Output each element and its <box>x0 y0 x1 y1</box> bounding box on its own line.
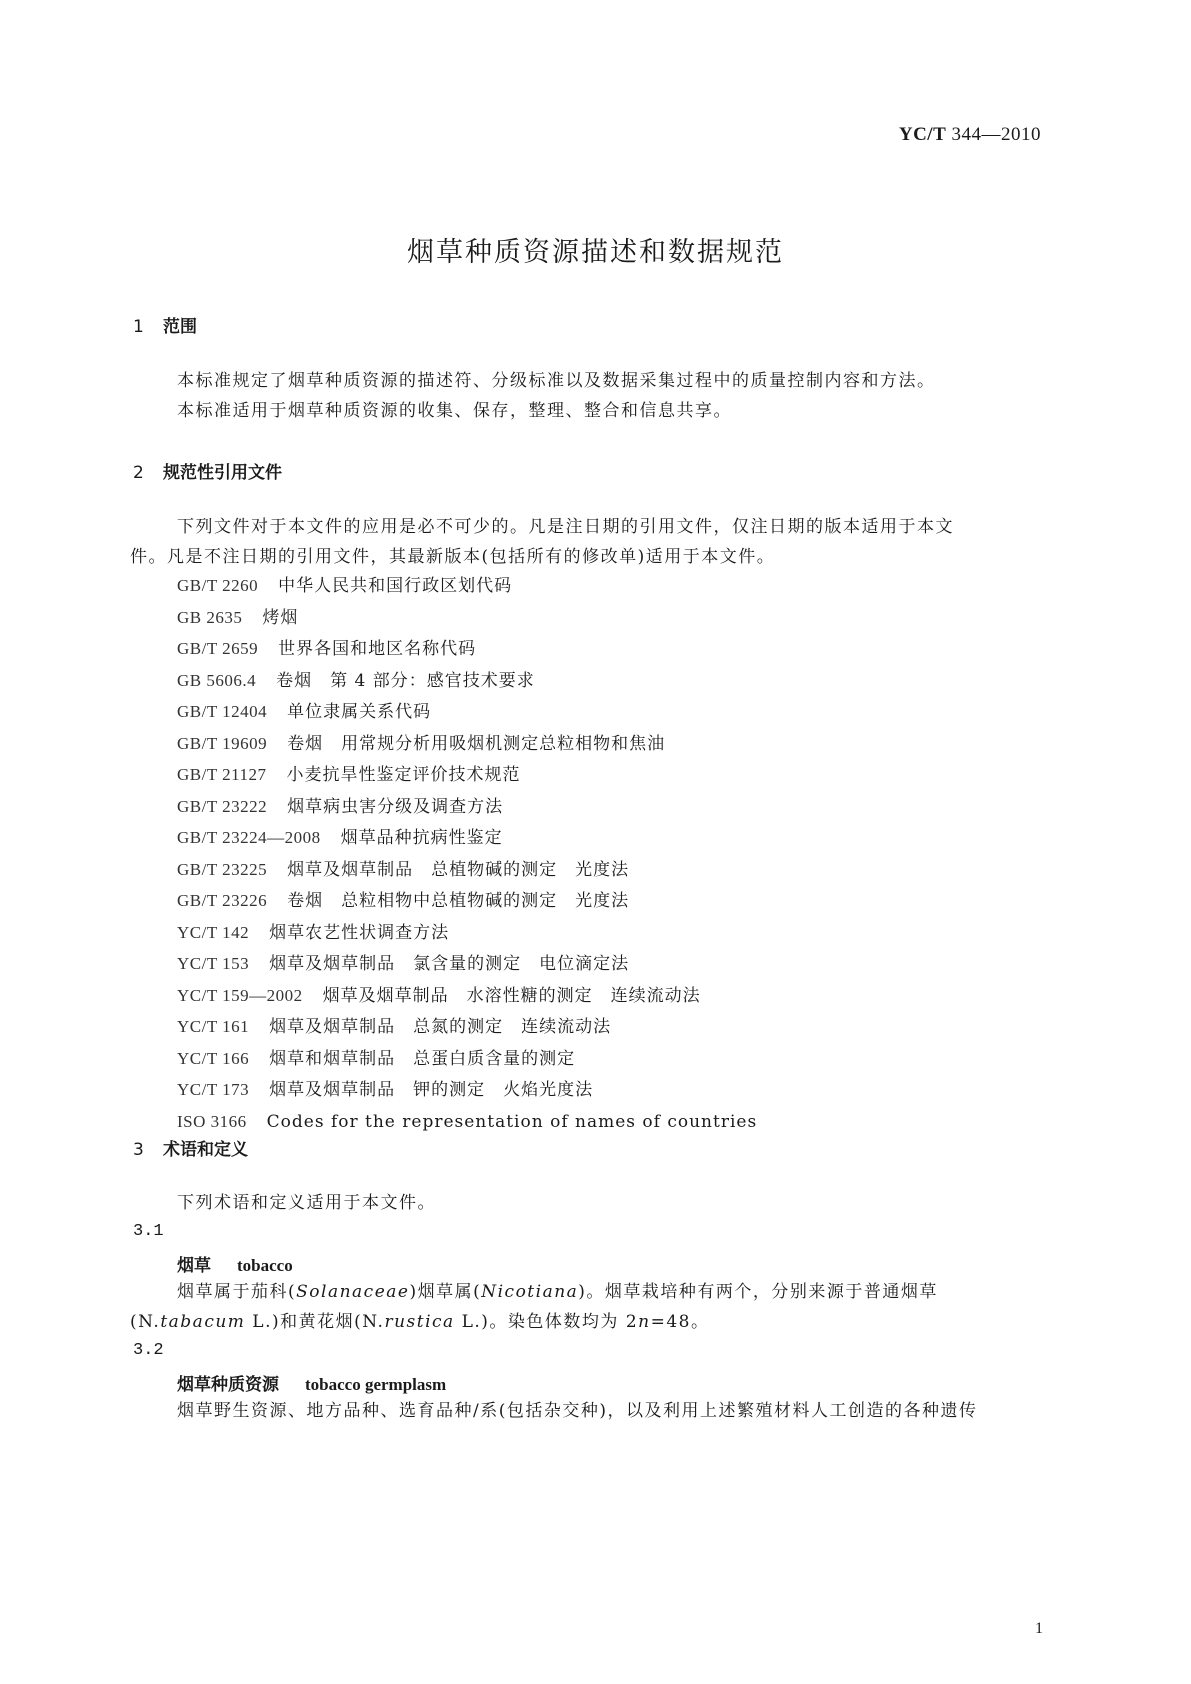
reference-code: GB/T 19609 <box>177 733 268 753</box>
reference-code: ISO 3166 <box>177 1111 247 1131</box>
reference-code: YC/T 153 <box>177 954 250 973</box>
scope-paragraph-2: 本标准适用于烟草种质资源的收集、保存，整理、整合和信息共享。 <box>177 401 732 421</box>
reference-title: 卷烟 第 4 部分：感官技术要求 <box>276 670 535 691</box>
section-title: 范围 <box>163 317 197 337</box>
reference-item <box>177 570 757 602</box>
definition-italic: tabacum <box>160 1312 246 1332</box>
reference-code: YC/T 166 <box>177 1048 250 1068</box>
reference-title: 卷烟 用常规分析用吸烟机测定总粒相物和焦油 <box>287 733 666 754</box>
references-intro-line-2: 件。凡是不注日期的引用文件，其最新版本(包括所有的修改单)适用于本文件。 <box>130 547 776 567</box>
reference-code: GB/T 2260 <box>177 576 259 595</box>
definition-text: (N. <box>130 1312 161 1332</box>
reference-item <box>177 633 757 665</box>
standard-code <box>899 124 1041 146</box>
standard-number: 344—2010 <box>951 124 1041 145</box>
definition-italic: Nicotiana <box>481 1282 579 1302</box>
reference-title: 烟草病虫害分级及调查方法 <box>287 796 504 817</box>
definition-italic: rustica <box>384 1312 455 1332</box>
page-number: 1 <box>1035 1620 1043 1637</box>
section-number: 2 <box>133 463 144 483</box>
reference-code: GB/T 12404 <box>177 702 268 721</box>
reference-code: YC/T 159—2002 <box>177 985 303 1005</box>
reference-code: YC/T 142 <box>177 922 250 942</box>
reference-code: GB/T 23225 <box>177 859 268 879</box>
reference-code: GB 2635 <box>177 607 243 627</box>
term-definition-line-1 <box>177 1277 938 1307</box>
reference-item <box>177 854 757 886</box>
reference-title: 小麦抗旱性鉴定评价技术规范 <box>286 765 521 785</box>
term-number: 3.1 <box>133 1222 164 1241</box>
definition-italic: Solanaceae <box>296 1282 410 1302</box>
standard-prefix: YC/T <box>898 124 947 145</box>
section-2-heading <box>133 458 282 483</box>
term-zh: 烟草 <box>177 1256 211 1276</box>
reference-item <box>177 696 757 728</box>
reference-title: 烟草和烟草制品 总蛋白质含量的测定 <box>269 1048 576 1069</box>
scope-paragraph-1: 本标准规定了烟草种质资源的描述符、分级标准以及数据采集过程中的质量控制内容和方法。 <box>177 371 936 391</box>
definition-text: =48。 <box>650 1312 710 1332</box>
reference-title: 单位隶属关系代码 <box>287 702 432 722</box>
reference-item <box>177 917 757 949</box>
reference-title: Codes for the representation of names of countries <box>266 1111 758 1132</box>
reference-item <box>177 885 757 917</box>
reference-item <box>177 602 757 634</box>
references-intro-line-1: 下列文件对于本文件的应用是必不可少的。凡是注日期的引用文件，仅注日期的版本适用于本文 <box>177 517 954 537</box>
reference-title: 烤烟 <box>262 607 299 628</box>
reference-item <box>177 791 757 823</box>
reference-title: 烟草及烟草制品 总植物碱的测定 光度法 <box>287 859 630 880</box>
definition-italic: n <box>638 1312 651 1332</box>
reference-code: GB/T 23222 <box>177 796 268 816</box>
reference-title: 烟草农艺性状调查方法 <box>269 922 450 943</box>
document-title: 烟草种质资源描述和数据规范 <box>407 237 784 268</box>
reference-code: YC/T 161 <box>177 1017 250 1036</box>
reference-title: 中华人民共和国行政区划代码 <box>278 576 513 596</box>
reference-title: 烟草及烟草制品 钾的测定 火焰光度法 <box>269 1080 594 1100</box>
reference-item <box>177 665 757 697</box>
section-3-heading <box>133 1135 248 1160</box>
reference-item <box>177 1043 757 1075</box>
reference-title: 世界各国和地区名称代码 <box>278 639 477 659</box>
normative-references-list <box>177 570 757 1137</box>
reference-code: GB/T 2659 <box>177 639 259 658</box>
definition-text: )。烟草栽培种有两个，分别来源于普通烟草 <box>578 1282 938 1302</box>
reference-item <box>177 980 757 1012</box>
section-title: 术语和定义 <box>163 1140 248 1160</box>
reference-item <box>177 1106 757 1138</box>
term-en: tobacco germplasm <box>305 1375 447 1394</box>
term-number: 3.2 <box>133 1341 164 1360</box>
reference-code: GB/T 23226 <box>177 891 268 910</box>
reference-item <box>177 1011 757 1043</box>
term-heading <box>177 1370 446 1395</box>
reference-item <box>177 1074 757 1106</box>
reference-code: YC/T 173 <box>177 1080 250 1099</box>
term-definition-line-1: 烟草野生资源、地方品种、选育品种/系(包括杂交种)，以及利用上述繁殖材料人工创造的各种遗传 <box>177 1401 978 1421</box>
term-heading <box>177 1251 293 1276</box>
definition-text: 烟草属于茄科( <box>177 1282 297 1302</box>
reference-title: 烟草及烟草制品 氯含量的测定 电位滴定法 <box>269 954 630 974</box>
reference-item <box>177 759 757 791</box>
term-zh: 烟草种质资源 <box>177 1375 279 1395</box>
definition-text: L.)。染色体数均为 2 <box>454 1312 639 1332</box>
definition-text: )烟草属( <box>409 1282 482 1302</box>
terms-intro: 下列术语和定义适用于本文件。 <box>177 1193 436 1213</box>
reference-title: 烟草品种抗病性鉴定 <box>340 828 503 848</box>
section-number: 1 <box>133 317 144 337</box>
definition-text: L.)和黄花烟(N. <box>245 1312 385 1332</box>
reference-title: 烟草及烟草制品 总氮的测定 连续流动法 <box>269 1017 612 1037</box>
term-en: tobacco <box>237 1256 293 1275</box>
reference-title: 烟草及烟草制品 水溶性糖的测定 连续流动法 <box>322 985 701 1006</box>
reference-code: GB 5606.4 <box>177 670 257 690</box>
term-definition-line-2 <box>130 1307 710 1337</box>
reference-code: GB/T 23224—2008 <box>177 828 321 847</box>
reference-title: 卷烟 总粒相物中总植物碱的测定 光度法 <box>287 891 630 911</box>
reference-item <box>177 728 757 760</box>
reference-code: GB/T 21127 <box>177 765 267 784</box>
reference-item <box>177 948 757 980</box>
reference-item <box>177 822 757 854</box>
section-number: 3 <box>133 1140 144 1160</box>
section-1-heading <box>133 312 197 337</box>
section-title: 规范性引用文件 <box>163 463 282 483</box>
